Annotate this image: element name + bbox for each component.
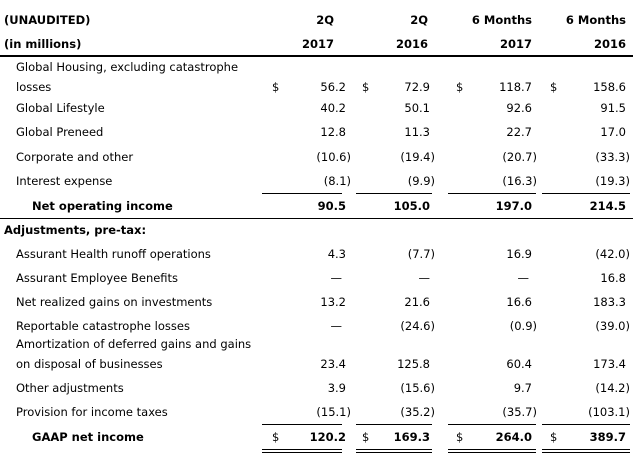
cell-value: 12.8 (320, 125, 346, 139)
cell-value: 214.5 (589, 199, 626, 213)
currency-symbol: $ (456, 430, 464, 444)
row-label: Net realized gains on investments (16, 295, 213, 309)
cell-value: 125.8 (397, 357, 430, 371)
currency-symbol: $ (362, 80, 370, 94)
cell-value: (8.1) (323, 174, 351, 188)
row-label: Assurant Employee Benefits (16, 271, 179, 285)
row-label (16, 334, 251, 374)
cell-value: — (330, 271, 342, 285)
cell-value: (33.3) (595, 150, 630, 164)
header-unaudited: (UNAUDITED) (4, 13, 91, 27)
cell-value: 91.5 (600, 101, 626, 115)
cell-value: (20.7) (502, 150, 537, 164)
cell-value: 16.6 (506, 295, 532, 309)
table-row-other-adjustments (0, 376, 633, 400)
cell-value: (14.2) (595, 381, 630, 395)
row-label: Assurant Health runoff operations (16, 247, 211, 261)
cell-value: — (517, 271, 529, 285)
cell-value: 173.4 (593, 357, 626, 371)
col-header-3-year: 2017 (499, 37, 532, 51)
section-label: Adjustments, pre-tax: (4, 223, 147, 237)
cell-value: 17.0 (600, 125, 626, 139)
table-row-net-operating-income (0, 194, 633, 218)
cell-value: — (330, 319, 342, 333)
currency-symbol: $ (550, 80, 558, 94)
cell-value: 21.6 (404, 295, 430, 309)
cell-value: (0.9) (509, 319, 537, 333)
cell-value: 92.6 (506, 101, 532, 115)
cell-value: 60.4 (506, 357, 532, 371)
cell-value: (24.6) (400, 319, 435, 333)
cell-value: 3.9 (327, 381, 346, 395)
total-double-rule (448, 449, 536, 450)
table-row-gaap-net-income (0, 425, 633, 449)
row-label: Net operating income (32, 199, 173, 213)
row-label: Corporate and other (16, 150, 134, 164)
cell-value: 11.3 (404, 125, 430, 139)
cell-value: 118.7 (499, 80, 532, 94)
table-row-net-realized-gains (0, 290, 633, 314)
cell-value: 120.2 (309, 430, 346, 444)
currency-symbol: $ (456, 80, 464, 94)
col-header-1-year: 2017 (301, 37, 334, 51)
col-header-2-year: 2016 (395, 37, 428, 51)
cell-value: 183.3 (593, 295, 626, 309)
cell-value: 72.9 (404, 80, 430, 94)
cell-value: 90.5 (317, 199, 346, 213)
cell-value: (35.2) (400, 405, 435, 419)
row-label: Global Preneed (16, 125, 104, 139)
row-label: Interest expense (16, 174, 113, 188)
row-label-line2: losses (16, 80, 52, 94)
cell-value: (15.6) (400, 381, 435, 395)
table-row-global-preneed (0, 120, 633, 144)
total-double-rule (356, 452, 432, 453)
table-row-income-taxes (0, 400, 633, 424)
row-label: Global Lifestyle (16, 101, 105, 115)
total-double-rule (542, 452, 630, 453)
cell-value: 105.0 (393, 199, 430, 213)
total-double-rule (262, 452, 342, 453)
cell-value: 16.9 (506, 247, 532, 261)
table-row-global-lifestyle (0, 96, 633, 120)
cell-value: (16.3) (502, 174, 537, 188)
cell-value: 264.0 (495, 430, 532, 444)
table-row-interest-expense (0, 169, 633, 193)
cell-value: (103.1) (588, 405, 630, 419)
cell-value: (39.0) (595, 319, 630, 333)
cell-value: (10.6) (316, 150, 351, 164)
cell-value: (15.1) (316, 405, 351, 419)
col-header-1-period: 2Q (316, 13, 334, 27)
row-label-line2: on disposal of businesses (16, 357, 163, 371)
cell-value: 9.7 (513, 381, 532, 395)
col-header-4-year: 2016 (593, 37, 626, 51)
table-row-global-housing (0, 57, 633, 99)
currency-symbol: $ (362, 430, 370, 444)
cell-value: (9.9) (407, 174, 435, 188)
header-in-millions: (in millions) (4, 37, 82, 51)
cell-value: 13.2 (320, 295, 346, 309)
currency-symbol: $ (272, 80, 280, 94)
cell-value: 23.4 (320, 357, 346, 371)
table-row-assurant-employee-benefits (0, 266, 633, 290)
cell-value: 22.7 (506, 125, 532, 139)
cell-value: 16.8 (600, 271, 626, 285)
cell-value: 389.7 (589, 430, 626, 444)
cell-value: 158.6 (593, 80, 626, 94)
table-row-assurant-health (0, 242, 633, 266)
cell-value: (19.3) (595, 174, 630, 188)
cell-value: 56.2 (320, 80, 346, 94)
table-row-corporate-other (0, 145, 633, 169)
row-label: Reportable catastrophe losses (16, 319, 190, 333)
row-label (16, 57, 238, 97)
col-header-4-period: 6 Months (565, 13, 626, 27)
cell-value: — (418, 271, 430, 285)
currency-symbol: $ (272, 430, 280, 444)
cell-value: (35.7) (502, 405, 537, 419)
row-label-line1: Amortization of deferred gains and gains (16, 337, 252, 351)
row-label: GAAP net income (32, 430, 144, 444)
currency-symbol: $ (550, 430, 558, 444)
cell-value: (42.0) (595, 247, 630, 261)
cell-value: (19.4) (400, 150, 435, 164)
total-double-rule (448, 452, 536, 453)
cell-value: 4.3 (327, 247, 346, 261)
row-label: Provision for income taxes (16, 405, 168, 419)
col-header-3-period: 6 Months (471, 13, 532, 27)
cell-value: 50.1 (404, 101, 430, 115)
cell-value: (7.7) (407, 247, 435, 261)
section-heading-adjustments (0, 218, 633, 242)
total-double-rule (542, 449, 630, 450)
row-label-line1: Global Housing, excluding catastrophe (16, 60, 239, 74)
row-label: Other adjustments (16, 381, 124, 395)
total-double-rule (262, 449, 342, 450)
cell-value: 40.2 (320, 101, 346, 115)
total-double-rule (356, 449, 432, 450)
col-header-2-period: 2Q (410, 13, 428, 27)
cell-value: 197.0 (495, 199, 532, 213)
cell-value: 169.3 (393, 430, 430, 444)
table-row-amortization (0, 334, 633, 376)
